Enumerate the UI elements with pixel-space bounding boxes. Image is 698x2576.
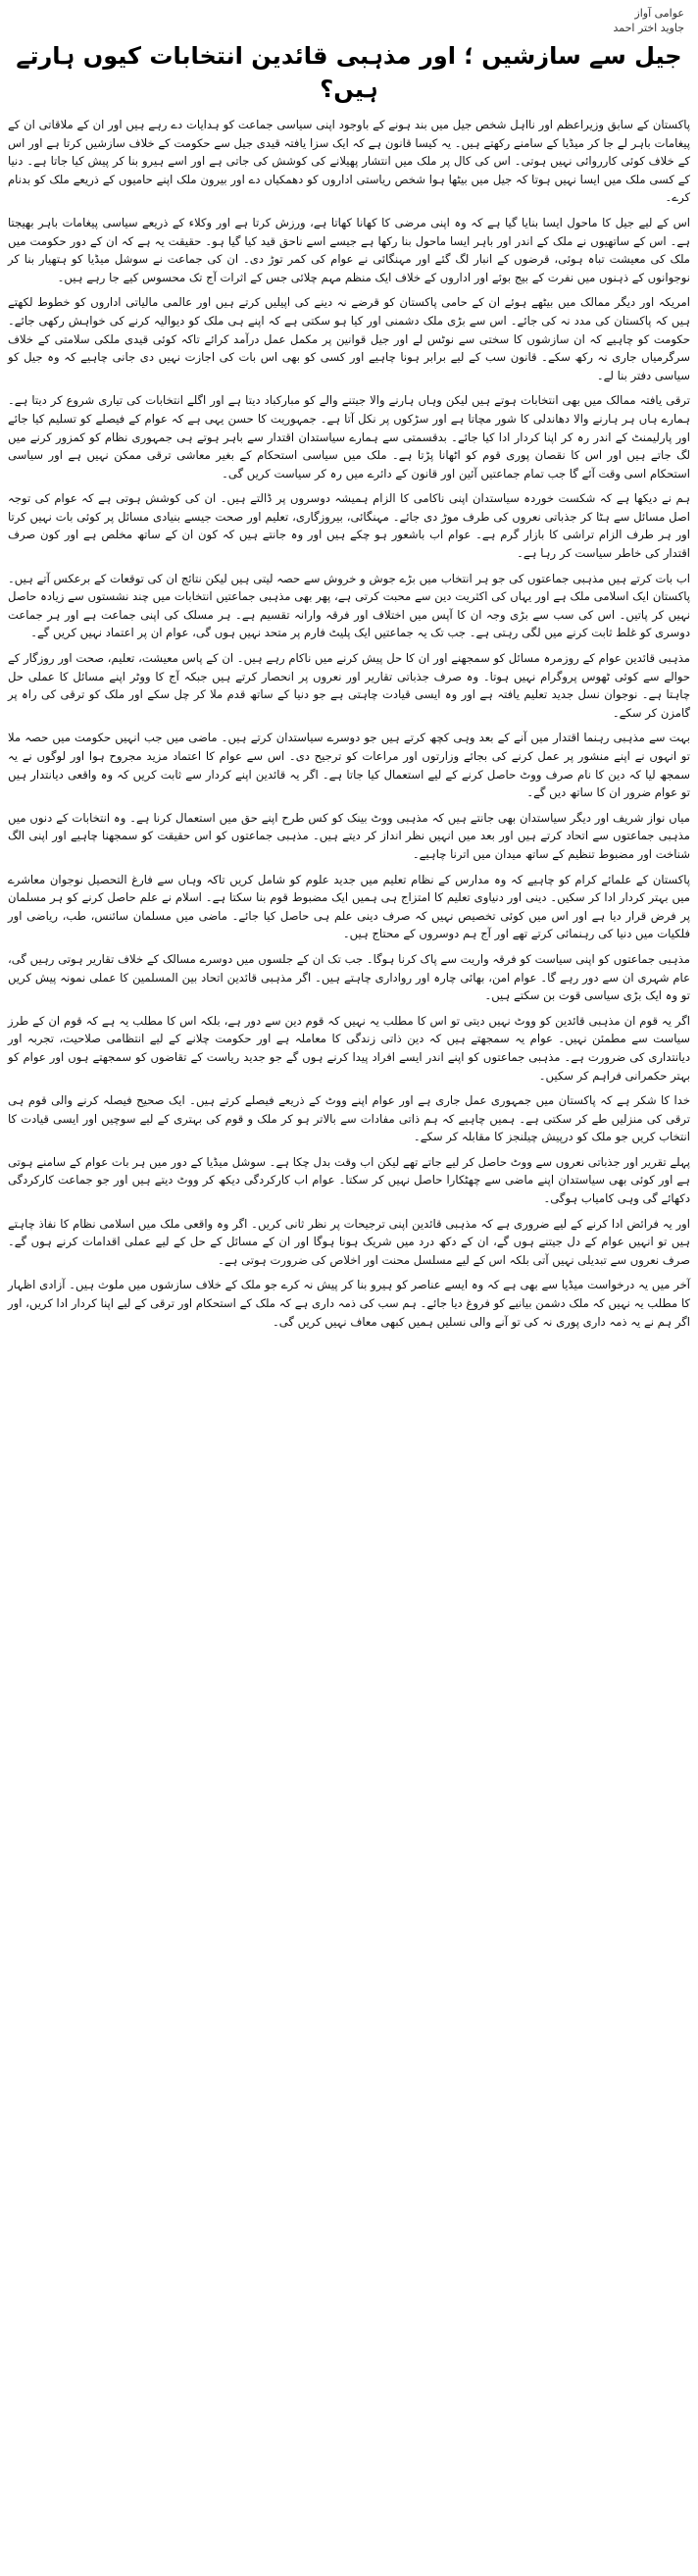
paragraph-6: اب بات کرتے ہیں مذہبی جماعتوں کی جو ہر انتخاب میں بڑے جوش و خروش سے حصہ لیتی ہیں لیکن نتائج ان کی توقعات کے برعکس آتے ہیں۔ پاکستان ایک اسلامی ملک ہے اور یہاں کی اکثریت دین سے محبت کرتی ہے، پھر بھی مذہبی جماعتیں انتخابات میں چند نشستوں سے زیادہ حاصل نہیں کر پاتیں۔ اس کی سب سے بڑی وجہ ان کا آپس میں اختلاف اور فرقہ وارانہ تقسیم ہے۔ ہر مسلک کی اپنی جماعت ہے اور ہر جماعت دوسری کو غلط ثابت کرنے میں لگی رہتی ہے۔ جب تک یہ جماعتیں ایک پلیٹ فارم پر متحد نہیں ہوں گی، عوام ان پر اعتماد نہیں کریں گے۔	[8, 571, 690, 640]
column-name: عوامی آواز	[634, 7, 684, 20]
article-body	[8, 116, 690, 1331]
paragraph-14: پہلے تقریر اور جذباتی نعروں سے ووٹ حاصل کر لیے جاتے تھے لیکن اب وقت بدل چکا ہے۔ سوشل میڈیا کے دور میں ہر بات عوام کے سامنے ہوتی ہے اور کوئی بھی سیاستدان اپنے ماضی سے چھٹکارا حاصل نہیں کر سکتا۔ عوام اب کارکردگی دیکھ کر ووٹ دیتے ہیں اور جو جماعت کارکردگی دکھائے گی وہی کامیاب ہوگی۔	[8, 1154, 690, 1206]
article-headline: جیل سے سازشیں ؛ اور مذہبی قائدین انتخابات کیوں ہارتے ہیں؟	[16, 42, 682, 103]
paragraph-2: اس کے لیے جیل کا ماحول ایسا بنایا گیا ہے کہ وہ اپنی مرضی کا کھانا کھاتا ہے، ورزش کرتا ہے اور وکلاء کے ذریعے سیاسی پیغامات باہر بھیجتا ہے۔ اس کے ساتھیوں نے ملک کے اندر اور باہر ایسا ماحول بنا رکھا ہے جیسے اسے ناحق قید کیا گیا ہو۔ حقیقت یہ ہے کہ ان کے دور حکومت میں ملک کی معیشت تباہ ہوئی، قرضوں کے انبار لگ گئے اور مہنگائی نے عوام کی کمر توڑ دی۔ ان کی جماعت نے سوشل میڈیا کو ہتھیار بنا کر نوجوانوں کے ذہنوں میں نفرت کے بیج بوئے اور اداروں کے خلاف ایک منظم مہم چلائی جس کے اثرات آج تک محسوس کیے جا رہے ہیں۔	[8, 215, 690, 284]
paragraph-9: میاں نواز شریف اور دیگر سیاستدان بھی جانتے ہیں کہ مذہبی ووٹ بینک کو کس طرح اپنے حق میں استعمال کرنا ہے۔ وہ انتخابات کے دنوں میں مذہبی جماعتوں سے اتحاد کرتے ہیں اور بعد میں انہیں نظر انداز کر دیتے ہیں۔ مذہبی جماعتوں کو اس حقیقت کو سمجھنا چاہیے اور اپنی الگ شناخت اور مضبوط تنظیم کے ساتھ میدان میں اترنا چاہیے۔	[8, 810, 690, 861]
paragraph-4: ترقی یافتہ ممالک میں بھی انتخابات ہوتے ہیں لیکن وہاں ہارنے والا جیتنے والے کو مبارکباد دیتا ہے اور اگلے انتخابات کی تیاری شروع کر دیتا ہے۔ ہمارے ہاں ہر ہارنے والا دھاندلی کا شور مچاتا ہے اور سڑکوں پر نکل آتا ہے۔ جمہوریت کا حسن یہی ہے کہ عوام کے فیصلے کو تسلیم کیا جائے اور پارلیمنٹ کے اندر رہ کر اپنا کردار ادا کیا جائے۔ بدقسمتی سے ہمارے سیاستدان اقتدار سے باہر ہوتے ہی جمہوری نظام کو کمزور کرنے میں لگ جاتے ہیں اور اس کا نقصان پوری قوم کو اٹھانا پڑتا ہے۔ ملک میں سیاسی استحکام کے بغیر معاشی ترقی ممکن نہیں ہے اور سیاسی استحکام اسی وقت آئے گا جب تمام جماعتیں آئین اور قانون کے دائرے میں رہ کر سیاست کریں گی۔	[8, 393, 690, 480]
paragraph-11: مذہبی جماعتوں کو اپنی سیاست کو فرقہ واریت سے پاک کرنا ہوگا۔ جب تک ان کے جلسوں میں دوسرے مسالک کے خلاف تقاریر ہوتی رہیں گی، عام شہری ان سے دور رہے گا۔ عوام امن، بھائی چارہ اور رواداری چاہتے ہیں۔ اگر مذہبی قائدین اتحاد بین المسلمین کا عملی نمونہ پیش کریں تو وہ ایک بڑی سیاسی قوت بن سکتے ہیں۔	[8, 951, 690, 1003]
paragraph-1: پاکستان کے سابق وزیراعظم اور نااہل شخص جیل میں بند ہونے کے باوجود اپنی سیاسی جماعت کو ہدایات دے رہے ہیں اور ان کے ملاقاتی ان کے پیغامات باہر لے جا کر میڈیا کے سامنے رکھتے ہیں۔ یہ کیسا قانون ہے کہ ایک سزا یافتہ قیدی جیل سے حکومت کے خلاف سازشیں کرتا ہے اور اس کے خلاف کوئی کارروائی نہیں ہوتی۔ اس کی کال پر ملک میں انتشار پھیلانے کی کوشش کی جاتی ہے اور اسے ہیرو بنا کر پیش کیا جاتا ہے۔ دنیا کے کسی ملک میں ایسا نہیں ہوتا کہ جیل میں بیٹھا ہوا شخص ریاستی اداروں کو دھمکیاں دے اور بیرون ملک اپنے حامیوں کے ذریعے ملک کو بدنام کرے۔	[8, 118, 690, 205]
paragraph-3: امریکہ اور دیگر ممالک میں بیٹھے ہوئے ان کے حامی پاکستان کو قرضے نہ دینے کی اپیلیں کرتے ہیں اور عالمی مالیاتی اداروں کو خطوط لکھتے ہیں کہ پاکستان کی مدد نہ کی جائے۔ اس سے بڑی ملک دشمنی اور کیا ہو سکتی ہے کہ اپنے ہی ملک کو دیوالیہ کرنے کی خواہش رکھی جائے۔ حکومت کو چاہیے کہ ان سازشوں کا سختی سے نوٹس لے اور جیل قوانین پر مکمل عمل درآمد کرائے تاکہ کوئی قیدی ملکی سلامتی کے خلاف سرگرمیاں جاری نہ رکھ سکے۔ قانون سب کے لیے برابر ہونا چاہیے اور کسی کو بھی اس بات کی اجازت نہیں دی جانی چاہیے کہ وہ جیل کو سیاسی دفتر بنا لے۔	[8, 295, 690, 382]
paragraph-15: اور یہ فرائض ادا کرنے کے لیے ضروری ہے کہ مذہبی قائدین اپنی ترجیحات پر نظر ثانی کریں۔ اگر وہ واقعی ملک میں اسلامی نظام کا نفاذ چاہتے ہیں تو انہیں عوام کے دل جیتنے ہوں گے، ان کے دکھ درد میں شریک ہونا ہوگا اور ان کے مسائل کے حل کے لیے عملی اقدامات کرنے ہوں گے۔ صرف نعروں سے تبدیلی نہیں آتی بلکہ اس کے لیے مسلسل محنت اور اخلاص کی ضرورت ہوتی ہے۔	[8, 1216, 690, 1267]
paragraph-8: بہت سے مذہبی رہنما اقتدار میں آنے کے بعد وہی کچھ کرتے ہیں جو دوسرے سیاستدان کرتے ہیں۔ ماضی میں جب انہیں حکومت میں حصہ ملا تو انہوں نے اپنے منشور پر عمل کرنے کی بجائے وزارتوں اور مراعات کو ترجیح دی۔ اس سے عوام کا اعتماد مزید مجروح ہوا اور لوگوں نے یہ سمجھ لیا کہ دین کا نام صرف ووٹ حاصل کرنے کے لیے استعمال کیا جاتا ہے۔ اگر یہ قائدین اپنے کردار سے ثابت کریں کہ وہ واقعی دیانتدار ہیں تو عوام ضرور ان کا ساتھ دیں گے۔	[8, 731, 690, 800]
paragraph-13: خدا کا شکر ہے کہ پاکستان میں جمہوری عمل جاری ہے اور عوام اپنے ووٹ کے ذریعے فیصلے کرتے ہیں۔ ایک صحیح فیصلہ کرنے والی قوم ہی ترقی کی منزلیں طے کر سکتی ہے۔ ہمیں چاہیے کہ ہم ذاتی مفادات سے بالاتر ہو کر ملک و قوم کی بہتری کے لیے سوچیں اور ایسی قیادت کا انتخاب کریں جو ملک کو درپیش چیلنجز کا مقابلہ کر سکے۔	[8, 1093, 690, 1144]
paragraph-16: آخر میں یہ درخواست میڈیا سے بھی ہے کہ وہ ایسے عناصر کو ہیرو بنا کر پیش نہ کرے جو ملک کے خلاف سازشوں میں ملوث ہیں۔ آزادی اظہار کا مطلب یہ نہیں کہ ملک دشمن بیانیے کو فروغ دیا جائے۔ ہم سب کی ذمہ داری ہے کہ ملک کے استحکام اور ترقی کے لیے اپنا کردار ادا کریں، اور اگر ہم نے یہ ذمہ داری پوری نہ کی تو آنے والی نسلیں ہمیں کبھی معاف نہیں کریں گی۔	[8, 1278, 690, 1329]
author-name: جاوید اختر احمد	[613, 22, 684, 34]
paragraph-5: ہم نے دیکھا ہے کہ شکست خوردہ سیاستدان اپنی ناکامی کا الزام ہمیشہ دوسروں پر ڈالتے ہیں۔ ان کی کوشش ہوتی ہے کہ عوام کی توجہ اصل مسائل سے ہٹا کر جذباتی نعروں کی طرف موڑ دی جائے۔ مہنگائی، بیروزگاری، تعلیم اور صحت جیسے بنیادی مسائل پر کوئی بات نہیں کرتا اور ہر طرف الزام تراشی کا بازار گرم ہے۔ عوام اب باشعور ہو چکے ہیں اور وہ جانتے ہیں کہ کون ان کے ساتھ مخلص ہے اور کون صرف اقتدار کی خاطر سیاست کر رہا ہے۔	[8, 491, 690, 561]
paragraph-12: اگر یہ قوم ان مذہبی قائدین کو ووٹ نہیں دیتی تو اس کا مطلب یہ نہیں کہ قوم دین سے دور ہے، بلکہ اس کا مطلب یہ ہے کہ قوم ان کے طرز سیاست سے مطمئن نہیں۔ عوام یہ سمجھتے ہیں کہ دین ذاتی زندگی کا معاملہ ہے اور حکومت چلانے کے لیے انتظامی صلاحیت، تجربہ اور دیانتداری کی ضرورت ہے۔ مذہبی جماعتوں کو اپنے اندر ایسے افراد پیدا کرنے ہوں گے جو جدید ریاست کے تقاضوں کو سمجھتے ہوں اور عوام کو بہتر حکمرانی فراہم کر سکیں۔	[8, 1013, 690, 1083]
paragraph-10: پاکستان کے علمائے کرام کو چاہیے کہ وہ مدارس کے نظام تعلیم میں جدید علوم کو شامل کریں تاکہ وہاں سے فارغ التحصیل نوجوان معاشرے میں بہتر کردار ادا کر سکیں۔ دینی اور دنیاوی تعلیم کا امتزاج ہی ہمیں ایک مضبوط قوم بنا سکتا ہے۔ اسلام نے علم حاصل کرنے کو ہر مسلمان پر فرض قرار دیا ہے اور اس میں کوئی تخصیص نہیں کہ صرف دینی علم ہی حاصل کیا جائے۔ ماضی میں مسلمان سائنس، طب، ریاضی اور فلکیات میں دنیا کی رہنمائی کرتے تھے اور آج ہم دوسروں کے محتاج ہیں۔	[8, 872, 690, 941]
paragraph-7: مذہبی قائدین عوام کے روزمرہ مسائل کو سمجھنے اور ان کا حل پیش کرنے میں ناکام رہے ہیں۔ ان کے پاس معیشت، تعلیم، صحت اور روزگار کے حوالے سے کوئی ٹھوس پروگرام نہیں ہوتا۔ وہ صرف جذباتی تقاریر اور نعروں پر انحصار کرتے ہیں جبکہ آج کا ووٹر اپنے مسائل کا عملی حل چاہتا ہے۔ نوجوان نسل جدید تعلیم یافتہ ہے اور وہ ایسی قیادت چاہتی ہے جو دنیا کے ساتھ قدم ملا کر چل سکے اور ملک کو ترقی کی راہ پر گامزن کر سکے۔	[8, 651, 690, 720]
